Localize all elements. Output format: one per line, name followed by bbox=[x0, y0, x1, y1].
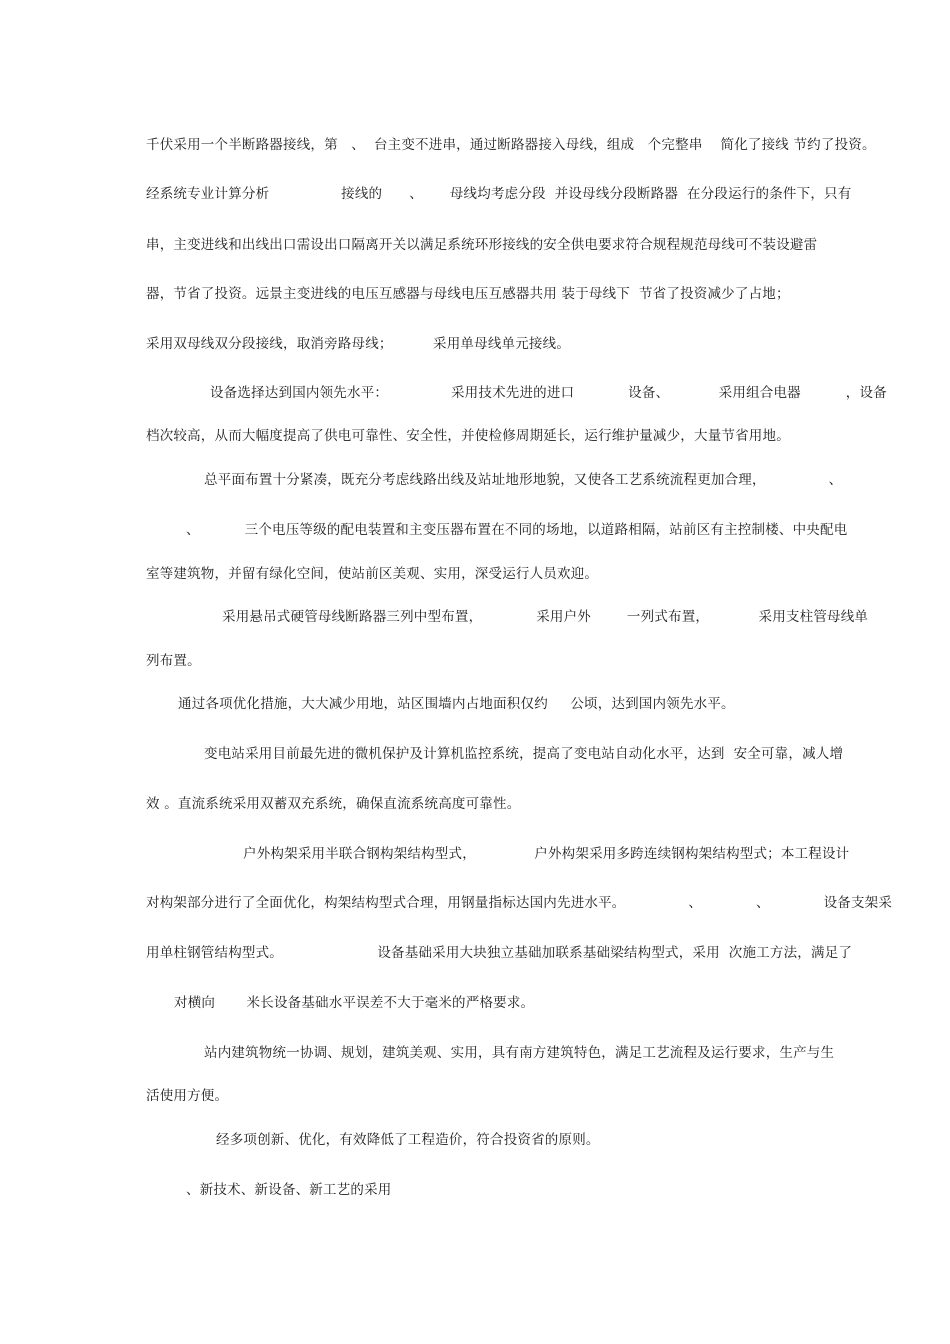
text-line-1: 千伏采用一个半断路器接线，第 、 台主变不进串，通过断路器接入母线，组成 个完整串 简化了接线 节约了投资。 bbox=[146, 137, 876, 153]
text-line-21: 活使用方便。 bbox=[146, 1088, 229, 1104]
text-line-15: 效 。直流系统采用双蓄双充系统，确保直流系统高度可靠性。 bbox=[146, 796, 521, 812]
section-heading: 、新技术、新设备、新工艺的采用 bbox=[186, 1182, 392, 1198]
text-line-18: 用单柱钢管结构型式。 设备基础采用大块独立基础加联系基础梁结构型式，采用 次施工方法，满足了 bbox=[146, 945, 853, 961]
text-line-13: 通过各项优化措施，大大减少用地，站区围墙内占地面积仅约 公顷，达到国内领先水平。 bbox=[178, 696, 735, 712]
text-line-19: 对横向 米长设备基础水平误差不大于毫米的严格要求。 bbox=[174, 995, 535, 1011]
text-line-5: 采用双母线双分段接线，取消旁路母线； 采用单母线单元接线。 bbox=[146, 336, 571, 352]
text-line-12: 列布置。 bbox=[146, 653, 201, 669]
text-line-17: 对构架部分进行了全面优化，构架结构型式合理，用钢量指标达国内先进水平。 、 、 设备支架采 bbox=[146, 895, 893, 911]
text-line-20: 站内建筑物统一协调、规划，建筑美观、实用，具有南方建筑特色，满足工艺流程及运行要求，生产与生 bbox=[204, 1045, 835, 1061]
text-line-10: 室等建筑物，并留有绿化空间，使站前区美观、实用，深受运行人员欢迎。 bbox=[146, 566, 599, 582]
text-line-7: 档次较高，从而大幅度提高了供电可靠性、安全性，并使检修周期延长，运行维护量减少，大量节省用地。 bbox=[146, 428, 790, 444]
text-line-9: 、 三个电压等级的配电装置和主变压器布置在不同的场地，以道路相隔，站前区有主控制楼、中央配电 bbox=[186, 522, 848, 538]
text-line-4: 器，节省了投资。远景主变进线的电压互感器与母线电压互感器共用 装于母线下 节省了投资减少了占地； bbox=[146, 286, 790, 302]
text-line-3: 串，主变进线和出线出口需设出口隔离开关以满足系统环形接线的安全供电要求符合规程规范母线可不装设避雷 bbox=[146, 237, 818, 253]
text-line-22: 经多项创新、优化，有效降低了工程造价，符合投资省的原则。 bbox=[216, 1132, 600, 1148]
text-line-16: 户外构架采用半联合钢构架结构型式， 户外构架采用多跨连续钢构架结构型式；本工程设计 bbox=[243, 846, 850, 862]
text-line-8: 总平面布置十分紧凑，既充分考虑线路出线及站址地形地貌，又使各工艺系统流程更加合理， 、 bbox=[204, 472, 843, 488]
text-line-11: 采用悬吊式硬管母线断路器三列中型布置， 采用户外 一列式布置， 采用支柱管母线单 bbox=[222, 609, 869, 625]
text-line-6: 设备选择达到国内领先水平： 采用技术先进的进口 设备、 采用组合电器 ，设备 bbox=[210, 385, 887, 401]
text-line-2: 经系统专业计算分析 接线的 、 母线均考虑分段 并设母线分段断路器 在分段运行的条件下，只有 bbox=[146, 186, 852, 202]
text-line-14: 变电站采用目前最先进的微机保护及计算机监控系统，提高了变电站自动化水平，达到 安全可靠，减人增 bbox=[204, 746, 844, 762]
